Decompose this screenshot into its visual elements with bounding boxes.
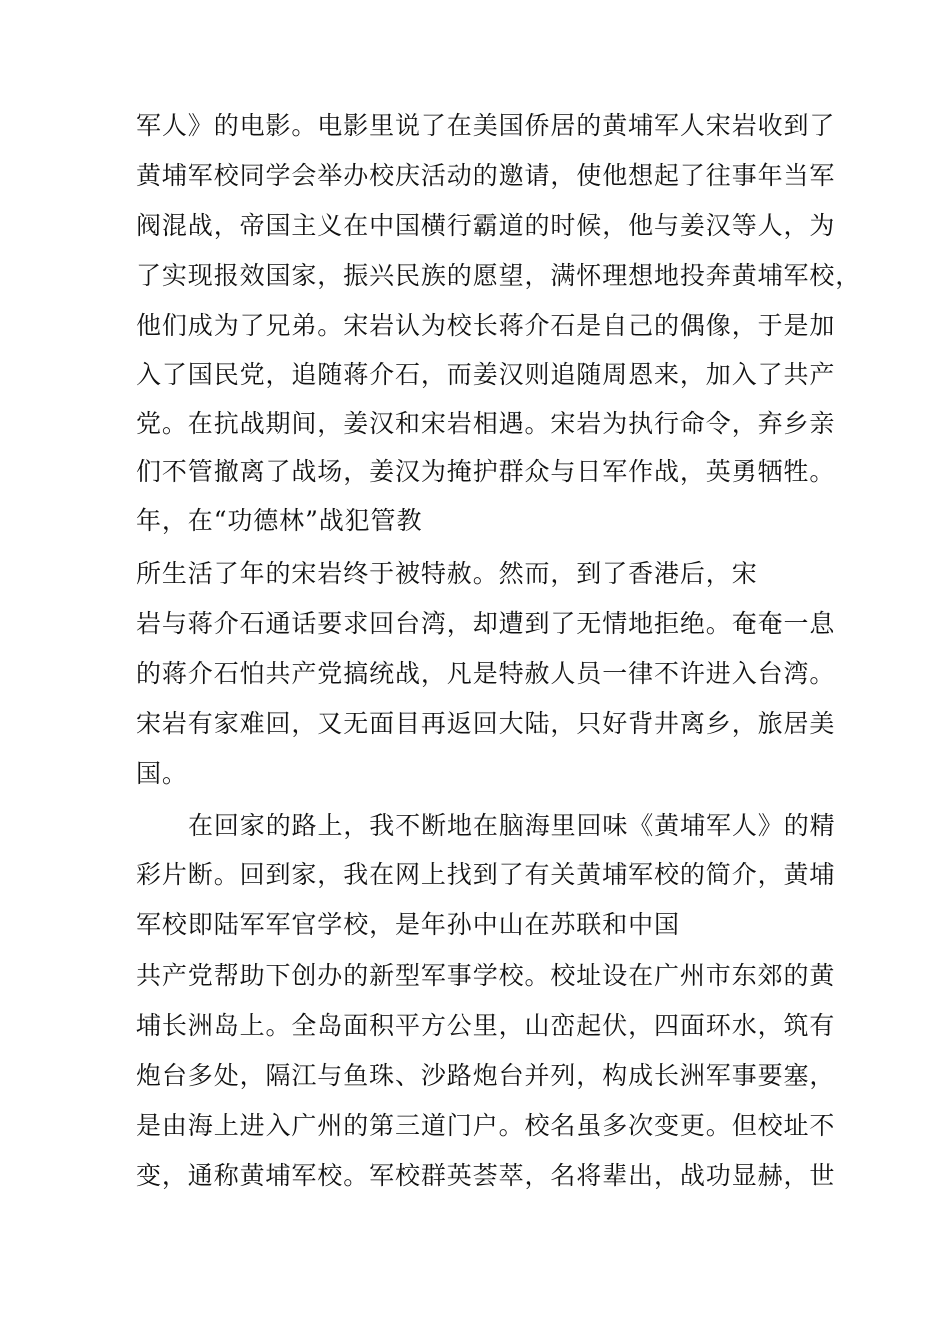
- text-line: 共产党帮助下创办的新型军事学校。校址设在广州市东郊的黄: [136, 961, 836, 990]
- text-line: 军人》的电影。电影里说了在美国侨居的黄埔军人宋岩收到了: [136, 111, 836, 140]
- text-line: 国。: [136, 759, 188, 788]
- text-line: 年，在“功德林”战犯管教: [136, 506, 423, 535]
- text-line: 彩片断。回到家，我在网上找到了有关黄埔军校的简介，黄埔: [136, 860, 836, 889]
- text-line: 了实现报效国家，振兴民族的愿望，满怀理想地投奔黄埔军校，: [136, 261, 862, 290]
- text-line: 黄埔军校同学会举办校庆活动的邀请，使他想起了往事年当军: [136, 161, 836, 190]
- text-line: 炮台多处，隔江与鱼珠、沙路炮台并列，构成长洲军事要塞，: [136, 1061, 836, 1090]
- text-line: 入了国民党，追随蒋介石，而姜汉则追随周恩来，加入了共产: [136, 360, 836, 389]
- text-line: 岩与蒋介石通话要求回台湾，却遭到了无情地拒绝。奄奄一息: [136, 609, 836, 638]
- text-line: 是由海上进入广州的第三道门户。校名虽多次变更。但校址不: [136, 1111, 836, 1140]
- text-line: 党。在抗战期间，姜汉和宋岩相遇。宋岩为执行命令，弃乡亲: [136, 409, 836, 438]
- text-line: 军校即陆军军官学校，是年孙中山在苏联和中国: [136, 910, 680, 939]
- text-line: 阀混战，帝国主义在中国横行霸道的时候，他与姜汉等人，为: [136, 211, 836, 240]
- text-line: 变，通称黄埔军校。军校群英荟萃，名将辈出，战功显赫，世: [136, 1161, 836, 1190]
- text-line: 们不管撤离了战场，姜汉为掩护群众与日军作战，英勇牺牲。: [136, 457, 836, 486]
- text-line: 的蒋介石怕共产党搞统战，凡是特赦人员一律不许进入台湾。: [136, 659, 836, 688]
- text-line: 宋岩有家难回，又无面目再返回大陆，只好背井离乡，旅居美: [136, 709, 836, 738]
- text-line: 他们成为了兄弟。宋岩认为校长蒋介石是自己的偶像，于是加: [136, 311, 836, 340]
- paragraph-first-line: 在回家的路上，我不断地在脑海里回味《黄埔军人》的精: [188, 811, 836, 840]
- text-line: 埔长洲岛上。全岛面积平方公里，山峦起伏，四面环水，筑有: [136, 1011, 836, 1040]
- text-line: 所生活了年的宋岩终于被特赦。然而，到了香港后，宋: [136, 559, 758, 588]
